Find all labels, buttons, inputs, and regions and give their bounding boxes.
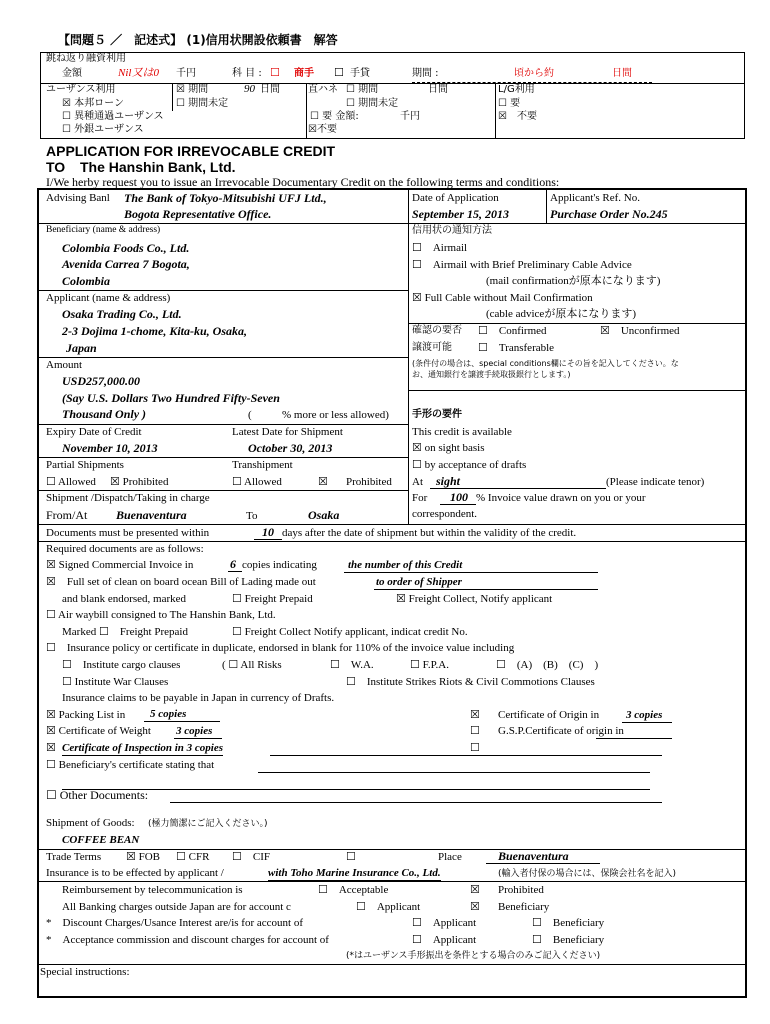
- partial-prohibited-option[interactable]: ☒ Prohibited: [110, 476, 169, 488]
- transhipment-label: Transhipment: [232, 459, 293, 471]
- draft-title: 手形の要件: [412, 409, 462, 420]
- direct-label: 直ハネ: [308, 84, 338, 95]
- application-title: APPLICATION FOR IRREVOCABLE CREDIT: [46, 143, 336, 159]
- to-port-label: To: [246, 510, 258, 522]
- advising-bank-office: Bogota Representative Office.: [124, 207, 272, 221]
- banking-beneficiary-checkbox[interactable]: ☒: [470, 901, 480, 913]
- beneficiary-label: Beneficiary (name & address): [46, 225, 161, 235]
- expiry-value: November 10, 2013: [62, 441, 158, 455]
- direct-days-checkbox[interactable]: ☐ 期間: [346, 84, 379, 95]
- account-value: 商手: [294, 68, 314, 79]
- packing-list-copies: 5 copies: [150, 708, 187, 720]
- tranship-prohibited-checkbox[interactable]: ☒: [318, 476, 328, 488]
- advising-bank-name: The Bank of Tokyo-Mitsubishi UFJ Ltd.,: [124, 191, 327, 205]
- financing-box: [40, 52, 745, 139]
- notify-brief-cable-option[interactable]: ☐ Airmail with Brief Preliminary Cable Advice: [412, 259, 632, 271]
- applicant-line-1: Osaka Trading Co., Ltd.: [62, 307, 182, 321]
- goods-label: Shipment of Goods:: [46, 817, 135, 829]
- sight-basis-option[interactable]: ☒ on sight basis: [412, 442, 485, 454]
- banking-charges-label: All Banking charges outside Japan are for account c: [62, 901, 291, 913]
- place-value: Buenaventura: [498, 849, 569, 863]
- direct-undecided-checkbox[interactable]: ☐ 期間未定: [346, 98, 399, 109]
- awb-freight-prepaid-option[interactable]: Marked ☐ Freight Prepaid: [62, 626, 188, 638]
- bl-freight-collect-option[interactable]: ☒ Freight Collect, Notify applicant: [396, 593, 553, 605]
- trade-fob-option[interactable]: ☒ FOB: [126, 851, 161, 863]
- unconfirmed-option[interactable]: ☒ Unconfirmed: [600, 325, 680, 337]
- inspection-checkbox[interactable]: ☒: [46, 742, 56, 754]
- reimbursement-prohibited-checkbox[interactable]: ☒: [470, 884, 480, 896]
- insurance-company: with Toho Marine Insurance Co., Ltd.: [268, 867, 441, 879]
- notify-airmail-option[interactable]: ☐ Airmail: [412, 242, 468, 254]
- insurance-note: (輸入者付保の場合には、保険会社名を記入): [498, 869, 677, 879]
- bl-freight-prepaid-option[interactable]: ☐ Freight Prepaid: [232, 593, 313, 605]
- invoice-post: copies indicating: [242, 559, 317, 571]
- acceptance-option[interactable]: ☐ by acceptance of drafts: [412, 459, 527, 471]
- inspection-certificate: Certificate of Inspection in 3 copies: [62, 742, 224, 754]
- period-from: 頃から約: [514, 68, 554, 79]
- draft-for-label: For: [412, 492, 428, 504]
- required-docs-title: Required documents are as follows:: [46, 543, 204, 555]
- transferable-label: 譲渡可能: [412, 342, 452, 353]
- beneficiary-certificate-option[interactable]: ☐ Beneficiary's certificate stating that: [46, 759, 215, 771]
- tranship-prohibited-label: Prohibited: [346, 476, 392, 488]
- insurance-claims-text: Insurance claims to be payable in Japan in currency of Drafts.: [62, 692, 335, 704]
- gsp-label: G.S.P.Certificate of origin in: [498, 725, 624, 737]
- shipment-label: Shipment /Dispatch/Taking in charge: [46, 492, 210, 504]
- applicant-ref-value: Purchase Order No.245: [550, 207, 668, 221]
- period-label: 期間 :: [412, 68, 439, 79]
- discount-applicant-option[interactable]: ☐ Applicant: [412, 917, 477, 929]
- applicant-line-2: 2-3 Dojima 1-chome, Kita-ku, Osaka,: [62, 324, 247, 338]
- applicant-label: Applicant (name & address): [46, 292, 171, 304]
- draft-for-text: % Invoice value drawn on you or your: [476, 492, 646, 504]
- other-documents-option[interactable]: ☐ Other Documents:: [46, 788, 149, 802]
- expiry-label: Expiry Date of Credit: [46, 426, 142, 438]
- blank-doc-checkbox[interactable]: ☐: [470, 742, 480, 754]
- addressee-bank: The Hanshin Bank, Ltd.: [80, 159, 236, 175]
- latest-shipment-label: Latest Date for Shipment: [232, 426, 343, 438]
- term-days-checkbox[interactable]: ☒ 期間: [176, 84, 209, 95]
- rebound-financing-label: 跳ね返り融資利用: [46, 53, 126, 64]
- tolerance-text: % more or less allowed): [282, 409, 389, 421]
- direct-days-unit: 日間: [428, 84, 448, 95]
- air-waybill-option[interactable]: ☐ Air waybill consigned to The Hanshin Bank, Ltd.: [46, 609, 276, 621]
- period-days: 日間: [612, 68, 632, 79]
- weight-pre[interactable]: ☒ Certificate of Weight: [46, 725, 151, 737]
- bill-of-lading-pre[interactable]: ☒ Full set of clean on board ocean Bill of Lading made out: [46, 576, 316, 588]
- from-label: From/At: [46, 508, 88, 522]
- amount-label: Amount: [46, 359, 83, 371]
- amount-in-words-1: (Say U.S. Dollars Two Hundred Fifty-Seven: [62, 391, 280, 405]
- beneficiary-line-1: Colombia Foods Co., Ltd.: [62, 241, 190, 255]
- term-days-value: 90: [244, 83, 255, 95]
- beneficiary-line-3: Colombia: [62, 274, 111, 288]
- to-port-value: Osaka: [308, 508, 340, 522]
- war-clauses-option[interactable]: ☐ Institute War Clauses: [62, 676, 169, 688]
- tenor-value: sight: [436, 474, 461, 488]
- to-label: TO: [46, 159, 66, 175]
- from-value: Buenaventura: [116, 508, 187, 522]
- reimbursement-acceptable-option[interactable]: ☐ Acceptable: [318, 884, 389, 896]
- date-of-application-value: September 15, 2013: [412, 207, 509, 221]
- bl-marked-label: and blank endorsed, marked: [62, 593, 187, 605]
- transferable-option[interactable]: ☐ Transferable: [478, 342, 555, 354]
- insurance-option[interactable]: ☐ Insurance policy or certificate in duplicate, endorsed in blank for 110% of the invoice value including: [46, 642, 515, 654]
- trade-blank-checkbox[interactable]: ☐: [346, 851, 356, 863]
- lg-title: L/G利用: [498, 84, 535, 95]
- amount-in-words-2: Thousand Only ): [62, 407, 147, 421]
- document-header-title: 【問題５ ／ 記述式】 (1)信用状開設依頼書 解答: [58, 33, 338, 47]
- account-label: 科 目 :: [232, 68, 262, 79]
- presentation-days: 10: [262, 525, 274, 539]
- invoice-pre[interactable]: ☒ Signed Commercial Invoice in: [46, 559, 194, 571]
- trade-terms-label: Trade Terms: [46, 851, 102, 863]
- date-of-application-label: Date of Application: [412, 192, 499, 204]
- weight-copies: 3 copies: [176, 725, 213, 737]
- trade-cif-option[interactable]: ☐ CIF: [232, 851, 270, 863]
- presentation-post: days after the date of shipment but within the validity of the credit.: [282, 527, 577, 539]
- credit-available-label: This credit is available: [412, 426, 512, 438]
- banking-beneficiary-label: Beneficiary: [498, 901, 550, 913]
- applicant-ref-label: Applicant's Ref. No.: [550, 192, 640, 204]
- latest-shipment-value: October 30, 2013: [248, 441, 333, 455]
- wa-option[interactable]: ☐ W.A.: [330, 659, 374, 671]
- usance-item-foreign[interactable]: ☐ 外銀ユーザンス: [62, 124, 144, 135]
- strikes-clauses-option[interactable]: ☐ Institute Strikes Riots & Civil Commotions Clauses: [346, 676, 595, 688]
- amount-value: USD257,000.00: [62, 374, 141, 388]
- direct-not-needed-checkbox[interactable]: ☒不要: [308, 124, 337, 135]
- reimbursement-prohibited-label: Prohibited: [498, 884, 544, 896]
- yen-unit: 千円: [176, 68, 196, 79]
- tolerance-paren: (: [248, 409, 252, 421]
- beneficiary-line-2: Avenida Carrea 7 Bogota,: [62, 257, 190, 271]
- draft-percent-value: 100: [450, 490, 468, 504]
- confirmation-label: 確認の要否: [412, 325, 462, 336]
- special-instructions-label: Special instructions:: [40, 966, 130, 978]
- confirmed-option[interactable]: ☐ Confirmed: [478, 325, 547, 337]
- amount-label-jp: 金額: [62, 68, 82, 79]
- advising-bank-label: Advising Banl: [46, 192, 110, 204]
- lg-need-checkbox[interactable]: ☐ 要: [498, 98, 521, 109]
- gsp-checkbox[interactable]: ☐: [470, 725, 480, 737]
- term-days-unit: 日間: [260, 84, 280, 95]
- request-statement: I/We herby request you to issue an Irrevocable Documentary Credit on the following terms and conditions:: [46, 175, 560, 189]
- transfer-note-2: お、通知銀行を譲渡手続取扱銀行とします。): [412, 370, 571, 379]
- abc-option[interactable]: ☐ (A) (B) (C) ): [496, 659, 599, 671]
- notify-full-cable-option[interactable]: ☒ Full Cable without Mail Confirmation: [412, 292, 593, 304]
- origin-copies: 3 copies: [626, 709, 663, 721]
- origin-pre: Certificate of Origin in: [498, 709, 600, 721]
- place-label: Place: [438, 851, 462, 863]
- usance-title: ユーザンス利用: [46, 84, 116, 95]
- origin-checkbox[interactable]: ☒: [470, 709, 480, 721]
- packing-list-pre[interactable]: ☒ Packing List in: [46, 709, 126, 721]
- invoice-indication: the number of this Credit: [348, 559, 463, 571]
- fpa-option[interactable]: ☐ F.P.A.: [410, 659, 449, 671]
- reimbursement-label: Reimbursement by telecommunication is: [62, 884, 243, 896]
- invoice-copies: 6: [230, 557, 236, 571]
- notify-method-title: 信用状の通知方法: [412, 225, 492, 236]
- notify-full-note: (cable adviceが原本になります): [486, 308, 636, 320]
- applicant-line-3: Japan: [66, 341, 97, 355]
- direct-need-checkbox[interactable]: ☐ 要 金額:: [310, 111, 359, 122]
- acceptance-applicant-option[interactable]: ☐ Applicant: [412, 934, 477, 946]
- acceptance-commission-label: * Acceptance commission and discount charges for account of: [46, 934, 329, 946]
- discount-checkbox[interactable]: ☐: [334, 66, 344, 79]
- tenor-note: (Please indicate tenor): [606, 476, 705, 488]
- awb-freight-collect-option[interactable]: ☐ Freight Collect Notify applicant, indicat credit No.: [232, 626, 468, 638]
- notify-brief-note: (mail confirmationが原本になります): [486, 275, 661, 287]
- usance-item-cross[interactable]: ☐ 異種通過ユーザンス: [62, 111, 164, 122]
- discount-label: 手貸: [350, 68, 370, 79]
- bill-of-lading-consignee: to order of Shipper: [376, 576, 462, 588]
- tenor-at-label: At: [412, 476, 423, 488]
- institute-cargo-option[interactable]: ☐ Institute cargo clauses: [62, 659, 181, 671]
- partial-allowed-option[interactable]: ☐ Allowed: [46, 476, 96, 488]
- usance-item-domestic[interactable]: ☒ 本邦ローン: [62, 98, 124, 109]
- financing-amount-value: Nil又は0: [118, 67, 159, 79]
- direct-need-unit: 千円: [400, 111, 420, 122]
- lg-not-needed-checkbox[interactable]: ☒ 不要: [498, 111, 537, 122]
- goods-label-note: (極力簡潔にご記入ください。): [148, 819, 268, 829]
- draft-correspondent: correspondent.: [412, 508, 478, 520]
- insurance-by-pre: Insurance is to be effected by applicant /: [46, 867, 224, 879]
- tranship-allowed-option[interactable]: ☐ Allowed: [232, 476, 282, 488]
- banking-applicant-option[interactable]: ☐ Applicant: [356, 901, 421, 913]
- discount-beneficiary-option[interactable]: ☐ Beneficiary: [532, 917, 605, 929]
- discount-charges-label: * Discount Charges/Usance Interest are/is for account of: [46, 917, 303, 929]
- goods-description: COFFEE BEAN: [62, 834, 140, 846]
- all-risks-option[interactable]: ( ☐ All Risks: [222, 659, 282, 671]
- term-undecided-checkbox[interactable]: ☐ 期間未定: [176, 98, 229, 109]
- transfer-note-1: (条件付の場合は、special conditions欄にその旨を記入してください。な: [412, 359, 679, 368]
- partial-shipments-label: Partial Shipments: [46, 459, 124, 471]
- account-checkbox[interactable]: ☐: [270, 66, 280, 79]
- acceptance-beneficiary-option[interactable]: ☐ Beneficiary: [532, 934, 605, 946]
- trade-cfr-option[interactable]: ☐ CFR: [176, 851, 210, 863]
- presentation-pre: Documents must be presented within: [46, 527, 210, 539]
- usance-condition-note: (*はユーザンス手形振出を条件とする場合のみご記入ください): [346, 951, 601, 961]
